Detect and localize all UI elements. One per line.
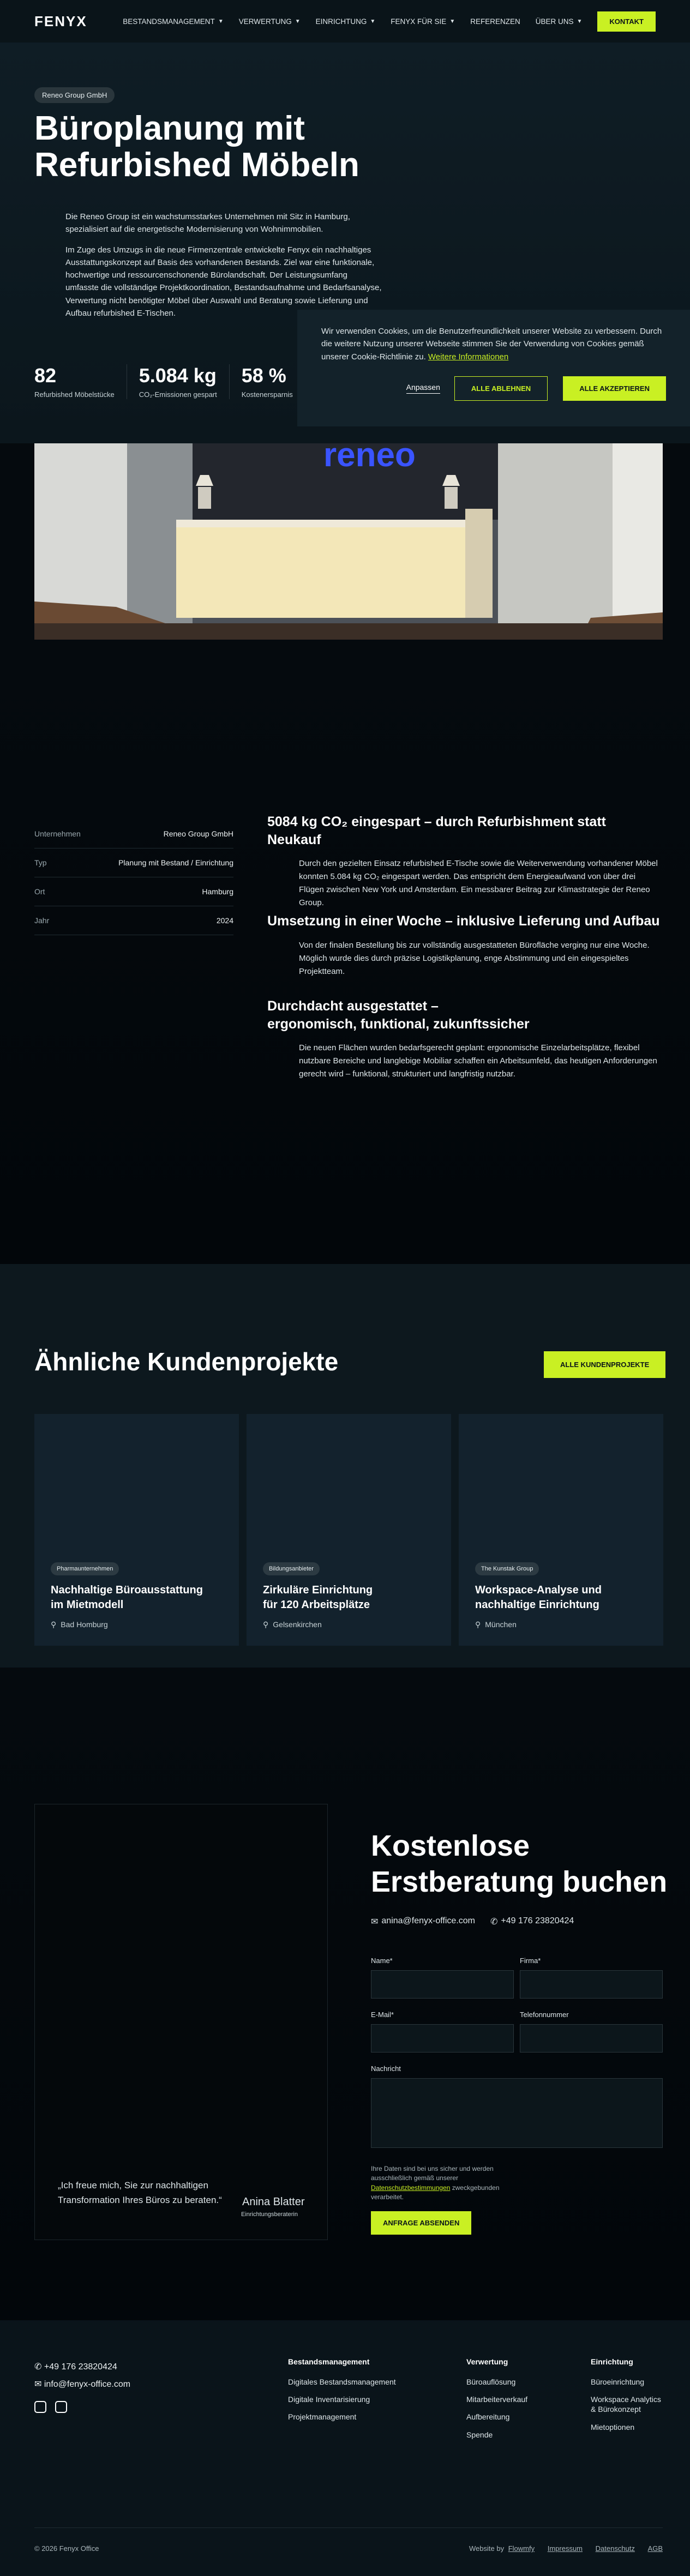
footer xyxy=(0,2320,690,2576)
footer-link[interactable]: Digitale Inventarisierung xyxy=(288,2395,370,2404)
menu-item-verwertung[interactable]: VERWERTUNG ▼ xyxy=(238,17,301,26)
footer-column-verwertung: Verwertung Büroauflösung Mitarbeiterverkauf Aufbereitung Spende xyxy=(466,2357,528,2439)
chevron-down-icon: ▼ xyxy=(449,18,455,25)
chevron-down-icon: ▼ xyxy=(577,18,583,25)
impressum-link[interactable]: Impressum xyxy=(547,2544,583,2553)
cookie-more-info-link[interactable]: Weitere Informationen xyxy=(428,352,509,362)
card-tag: Pharmaunternehmen xyxy=(51,1562,119,1575)
footer-link[interactable]: Aufbereitung xyxy=(466,2412,510,2422)
footer-contact xyxy=(34,2358,130,2413)
contact-button[interactable]: KONTAKT xyxy=(597,11,656,32)
name-input[interactable] xyxy=(371,1970,514,1999)
footer-link[interactable]: Mietoptionen xyxy=(591,2422,635,2431)
location-pin-icon: ⚲ xyxy=(475,1620,481,1629)
consultant-image xyxy=(34,1804,328,2240)
contact-email-link[interactable]: anina@fenyx-office.com xyxy=(381,1916,475,1925)
table-row: Unternehmen Reneo Group GmbH xyxy=(34,820,233,848)
consultant-role: Einrichtungsberaterin xyxy=(241,2211,298,2218)
stat-item: 82 Refurbished Möbelstücke xyxy=(34,364,127,399)
project-card[interactable] xyxy=(247,1414,451,1646)
card-title: Zirkuläre Einrichtung für 120 Arbeitsplätze xyxy=(263,1584,373,1611)
message-textarea[interactable] xyxy=(371,2078,663,2148)
consultant-name: Anina Blatter xyxy=(242,2196,305,2208)
card-tag: The Kunstak Group xyxy=(475,1562,539,1575)
menu-item-fenyx-fuer-sie[interactable]: FENYX FÜR SIE ▼ xyxy=(391,17,455,26)
menu-item-referenzen[interactable]: REFERENZEN xyxy=(470,17,520,26)
cookie-reject-button[interactable]: ALLE ABLEHNEN xyxy=(454,376,548,401)
menu-item-einrichtung[interactable]: EINRICHTUNG ▼ xyxy=(315,17,376,26)
similar-projects-title: Ähnliche Kundenprojekte xyxy=(34,1347,339,1376)
top-navbar xyxy=(0,0,690,43)
card-tag: Bildungsanbieter xyxy=(263,1562,320,1575)
mail-icon: ✉ xyxy=(371,1917,379,1927)
footer-column-einrichtung: Einrichtung Büroeinrichtung Workspace Analytics & Bürokonzept Mietoptionen xyxy=(591,2357,667,2440)
all-projects-button[interactable]: ALLE KUNDENPROJEKTE xyxy=(544,1351,665,1378)
privacy-link[interactable]: Datenschutzbestimmungen xyxy=(371,2183,451,2192)
contact-title: Kostenlose Erstberatung buchen xyxy=(371,1829,668,1898)
stat-item: 58 % Kostenersparnis xyxy=(242,364,305,399)
project-card[interactable] xyxy=(459,1414,663,1646)
fenyx-logo[interactable]: FENYX xyxy=(34,13,87,29)
instagram-icon[interactable] xyxy=(34,2401,46,2413)
footer-bottom-bar: © 2026 Fenyx Office Website by Flowmfy Impressum Datenschutz AGB xyxy=(34,2527,663,2553)
card-location: ⚲ Gelsenkirchen xyxy=(263,1620,322,1629)
table-row: Ort Hamburg xyxy=(34,877,233,906)
agency-link[interactable]: Flowmfy xyxy=(508,2544,535,2553)
email-input[interactable] xyxy=(371,2024,514,2053)
footer-link[interactable]: Büroauflösung xyxy=(466,2378,516,2386)
footer-column-bestandsmanagement: Bestandsmanagement Digitales Bestandsmanagement Digitale Inventarisierung Projektmanagement xyxy=(288,2357,396,2422)
similar-projects-section xyxy=(0,1264,690,1668)
contact-section xyxy=(0,1668,690,2320)
contact-info xyxy=(371,1916,577,1927)
location-pin-icon: ⚲ xyxy=(263,1620,269,1629)
stat-item: 5.084 kg CO₂-Emissionen gespart xyxy=(139,364,230,399)
menu-item-ueber-uns[interactable]: ÜBER UNS ▼ xyxy=(535,17,583,26)
intro-text: Die Reneo Group ist ein wachstumsstarkes Unternehmen mit Sitz in Hamburg, spezialisiert auf die energetische Modernisierung von Wohnimmobilien. Im Zuge des Umzugs in die neue Firmenzentrale entwickelte Fenyx ein nachhaltiges Ausstattungskonzept auf Basis des vorhandenen Bestands. Ziel war eine funktionale, hochwertige und ressourcenschonende Bürolandschaft. Der Leistungsumfang umfasste die vollständige Projektkoordination, Bestandsaufnahme und Bedarfsanalyse, Verwertung nicht benötigter Möbel über Auswahl und Beratung sowie Lieferung und Aufbau refurbished E-Tischen. xyxy=(65,212,382,318)
consultant-quote: „Ich freue mich, Sie zur nachhaltigen Transformation Ihres Büros zu beraten.“ xyxy=(58,2180,222,2206)
contact-form: Name* Firma* E-Mail* Telefonnummer Nachricht Ihre Daten sind bei uns sicher und werden ausschließlich gemäß unserer Datenschutzbestimmungen zweckgebunden verarbeitet. ANFRAGE ABSENDEN xyxy=(371,1957,663,2235)
reception-illustration xyxy=(34,443,663,640)
hero-section xyxy=(0,43,690,443)
submit-button[interactable]: ANFRAGE ABSENDEN xyxy=(371,2211,471,2235)
cookie-text: Wir verwenden Cookies, um die Benutzerfreundlichkeit unserer Website zu verbessern. Durch die weitere Nutzung unserer Webseite stimmen Sie der Verwendung von Cookies gemäß unserer Cookie-Richtlinie zu. xyxy=(321,327,662,362)
table-row: Jahr 2024 xyxy=(34,906,233,935)
phone-input[interactable] xyxy=(520,2024,663,2053)
company-tag: Reneo Group GmbH xyxy=(34,87,115,103)
cookie-banner xyxy=(297,310,690,426)
contact-phone-link[interactable]: +49 176 23820424 xyxy=(501,1916,574,1925)
privacy-note: Ihre Daten sind bei uns sicher und werden ausschließlich gemäß unserer Datenschutzbestimmungen zweckgebunden verarbeitet. xyxy=(371,2165,500,2201)
project-card[interactable] xyxy=(34,1414,239,1646)
card-title: Workspace-Analyse und nachhaltige Einrichtung xyxy=(475,1584,602,1611)
footer-link[interactable]: Büroeinrichtung xyxy=(591,2378,645,2386)
footer-phone-link[interactable]: +49 176 23820424 xyxy=(44,2362,117,2372)
footer-email-link[interactable]: info@fenyx-office.com xyxy=(44,2380,131,2389)
linkedin-icon[interactable] xyxy=(55,2401,67,2413)
reneo-neon-sign: reneo xyxy=(323,443,416,474)
card-location: ⚲ München xyxy=(475,1620,517,1629)
chevron-down-icon: ▼ xyxy=(218,18,224,25)
mail-icon: ✉ xyxy=(34,2380,44,2389)
page-title: Büroplanung mit Refurbished Möbeln xyxy=(34,110,359,184)
footer-link[interactable]: Mitarbeiterverkauf xyxy=(466,2395,528,2404)
menu-item-bestandsmanagement[interactable]: BESTANDSMANAGEMENT ▼ xyxy=(123,17,224,26)
copyright: © 2026 Fenyx Office xyxy=(34,2544,99,2553)
footer-link[interactable]: Spende xyxy=(466,2430,493,2439)
phone-icon: ✆ xyxy=(490,1917,498,1927)
agb-link[interactable]: AGB xyxy=(647,2544,663,2553)
project-photo xyxy=(34,443,663,640)
location-pin-icon: ⚲ xyxy=(51,1620,57,1629)
chevron-down-icon: ▼ xyxy=(370,18,376,25)
table-row: Typ Planung mit Bestand / Einrichtung xyxy=(34,848,233,877)
company-input[interactable] xyxy=(520,1970,663,1999)
timeline-section: Umsetzung in einer Woche – inklusive Lieferung und Aufbau Von der finalen Bestellung bis zur vollständig ausgestatteten Bürofläche verging nur eine Woche. Möglich wurde dies durch präzise Logistikplanung, enge Abstimmung und ein eingespieltes Projektteam. xyxy=(267,913,660,976)
footer-link[interactable]: Workspace Analytics & Bürokonzept xyxy=(591,2395,661,2414)
project-details-section xyxy=(0,640,690,1264)
footer-link[interactable]: Projektmanagement xyxy=(288,2412,357,2422)
cookie-customize-button[interactable]: Anpassen xyxy=(406,383,440,394)
chevron-down-icon: ▼ xyxy=(295,18,301,25)
footer-link[interactable]: Digitales Bestandsmanagement xyxy=(288,2378,396,2386)
project-facts-table xyxy=(34,820,233,935)
ergonomics-section: Durchdacht ausgestattet – ergonomisch, funktional, zukunftssicher Die neuen Flächen wurden bedarfsgerecht geplant: ergonomische Einzelarbeitsplätze, flexibel nutzbare Bereiche und langlebige Mobiliar schaffen ein Arbeitsumfeld, das heutigen Anforderungen gerecht wird – funktional, strukturiert und langfristig nutzbar. xyxy=(267,998,657,1079)
phone-icon: ✆ xyxy=(34,2362,44,2372)
datenschutz-link[interactable]: Datenschutz xyxy=(595,2544,635,2553)
cookie-accept-button[interactable]: ALLE AKZEPTIEREN xyxy=(563,376,666,401)
main-menu xyxy=(123,11,656,32)
co2-section: 5084 kg CO₂ eingespart – durch Refurbishment statt Neukauf Durch den gezielten Einsatz refurbished E-Tische sowie die Weiterverwendung vorhandener Möbel konnten 5.084 kg CO₂ eingespart werden. Das entspricht dem Energieaufwand von über drei Flügen zwischen New York und Amsterdam. Ein messbarer Beitrag zur Klimastrategie der Reneo Group. xyxy=(267,814,658,907)
social-links xyxy=(34,2401,130,2413)
card-title: Nachhaltige Büroausstattung im Mietmodell xyxy=(51,1584,203,1611)
card-location: ⚲ Bad Homburg xyxy=(51,1620,108,1629)
